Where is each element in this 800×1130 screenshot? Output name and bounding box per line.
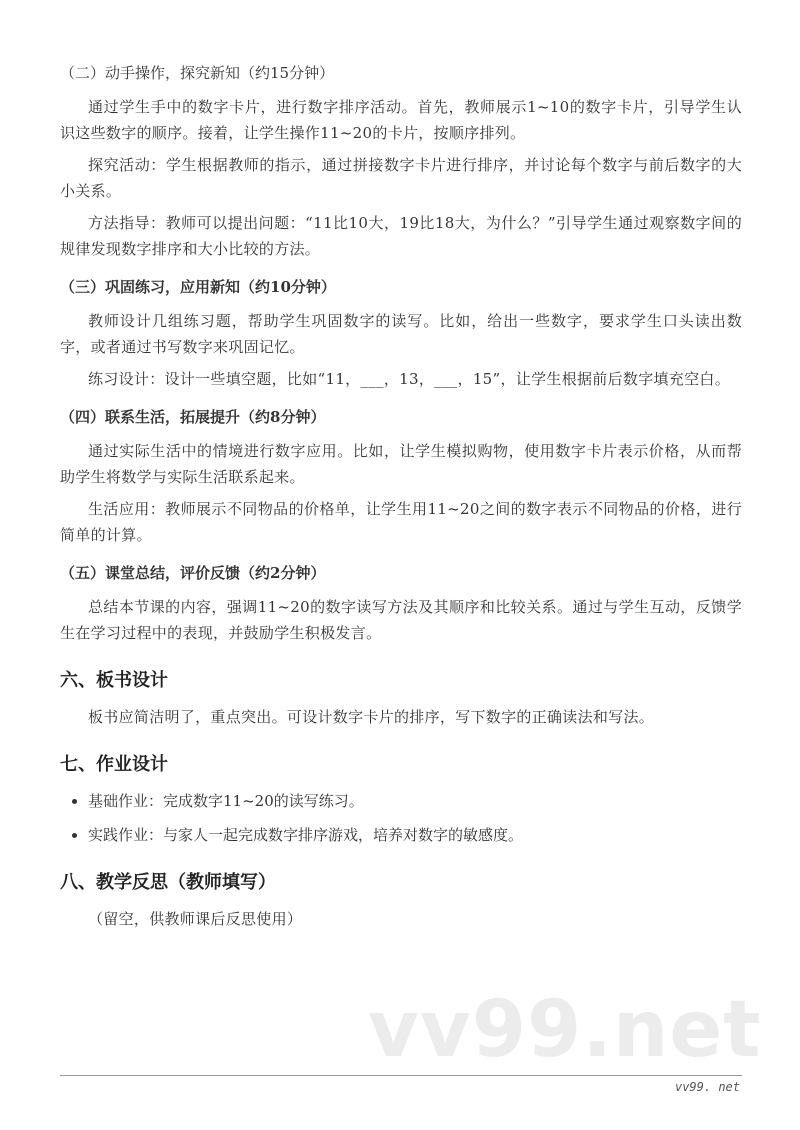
paragraph: 板书应简洁明了，重点突出。可设计数字卡片的排序，写下数字的正确读法和写法。 xyxy=(88,708,655,726)
section-heading-2: （二）动手操作，探究新知（约15分钟） xyxy=(60,64,335,82)
paragraph: （留空，供教师课后反思使用） xyxy=(88,910,303,928)
section-heading-4: （四）联系生活，拓展提升（约8分钟） xyxy=(60,408,326,426)
homework-heading: 七、作业设计 xyxy=(60,754,168,775)
paragraph: 练习设计：设计一些填空题，比如“11，___，13，___，15”，让学生根据前后数字填充空白。 xyxy=(88,370,731,388)
paragraph: 通过实际生活中的情境进行数字应用。比如，让学生模拟购物，使用数字卡片表示价格，从而帮助学生将数学与实际生活联系起来。 xyxy=(60,442,742,486)
homework-list xyxy=(60,788,742,848)
document-page xyxy=(60,62,742,938)
paragraph: 生活应用：教师展示不同物品的价格单，让学生用11~20之间的数字表示不同物品的价格，进行简单的计算。 xyxy=(60,500,742,544)
board-design-heading: 六、板书设计 xyxy=(60,670,168,691)
footer-text: vv99. net xyxy=(674,1080,740,1094)
section-heading-3: （三）巩固练习，应用新知（约10分钟） xyxy=(60,278,336,296)
watermark: vv99.net xyxy=(368,985,762,1075)
paragraph: 方法指导：教师可以提出问题：“11比10大，19比18大，为什么？”引导学生通过观察数字间的规律发现数字排序和大小比较的方法。 xyxy=(60,214,742,258)
paragraph: 教师设计几组练习题，帮助学生巩固数字的读写。比如，给出一些数字，要求学生口头读出数字，或者通过书写数字来巩固记忆。 xyxy=(60,312,742,356)
paragraph: 总结本节课的内容，强调11~20的数字读写方法及其顺序和比较关系。通过与学生互动，反馈学生在学习过程中的表现，并鼓励学生积极发言。 xyxy=(60,598,742,642)
footer-divider xyxy=(60,1075,742,1076)
paragraph: 探究活动：学生根据教师的指示，通过拼接数字卡片进行排序，并讨论每个数字与前后数字的大小关系。 xyxy=(60,156,742,200)
list-item: • 基础作业：完成数字11~20的读写练习。 xyxy=(88,788,742,814)
paragraph: 通过学生手中的数字卡片，进行数字排序活动。首先，教师展示1~10的数字卡片，引导学生认识这些数字的顺序。接着，让学生操作11~20的卡片，按顺序排列。 xyxy=(60,98,742,142)
reflection-heading: 八、教学反思（教师填写） xyxy=(60,872,276,893)
list-item: • 实践作业：与家人一起完成数字排序游戏，培养对数字的敏感度。 xyxy=(88,822,742,848)
section-heading-5: （五）课堂总结，评价反馈（约2分钟） xyxy=(60,564,326,582)
